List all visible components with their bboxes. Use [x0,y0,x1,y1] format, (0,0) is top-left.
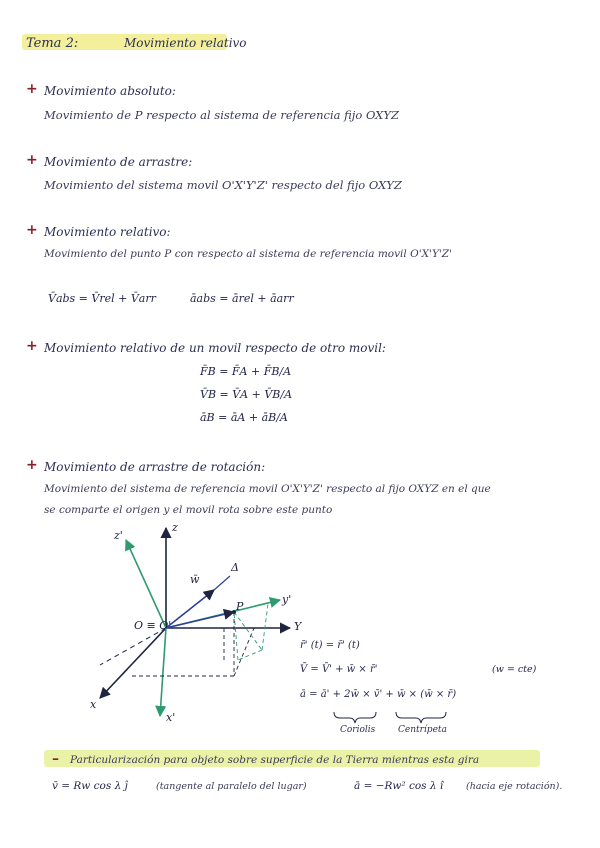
text-relativo: Movimiento del punto P con respecto al sistema de referencia movil O'X'Y'Z' [44,248,452,260]
heading-relativo-movil: Movimiento relativo de un movil respecto de otro movil: [44,341,386,355]
heading-arrastre-rotacion: Movimiento de arrastre de rotación: [44,460,266,474]
label-y-prime: y' [282,593,292,606]
text-absoluto: Movimiento de P respecto al sistema de referencia fijo OXYZ [44,108,399,122]
particular-velocity: v̄ = Rw cos λ ĵ [52,780,128,792]
label-y: Y [294,620,302,633]
title-topic: Movimiento relativo [124,36,247,50]
particular-text: Particularización para objeto sobre superficie de la Tierra mientras esta gira [70,754,480,766]
text-rotacion-1: Movimiento del sistema de referencia movil O'X'Y'Z' respecto al fijo OXYZ en el que [44,483,491,495]
label-p: P [236,600,244,613]
heading-absoluto: Movimiento absoluto: [44,84,176,98]
particular-velocity-note: (tangente al paralelo del lugar) [156,781,307,792]
formula-r: r̄' (t) = r̄' (t) [300,640,360,651]
title-label: Tema 2: [26,36,79,51]
text-rotacion-2: se comparte el origen y el movil rota sobre este punto [44,504,333,516]
heading-arrastre: Movimiento de arrastre: [44,155,193,169]
z-prime-axis [126,540,166,628]
heading-relativo: Movimiento relativo: [44,225,171,239]
rotation-axis-dashed [100,628,166,665]
bullet-5: + [26,457,38,473]
brace-centripeta [396,712,446,723]
label-z-prime: z' [114,529,123,542]
eq-a-abs: āabs = ārel + āarr [190,292,294,305]
bullet-2: + [26,152,38,168]
x-axis [100,628,166,698]
omega-constant-note: (w = cte) [492,664,537,675]
eq-v-abs: V̄abs = V̄rel + V̄arr [48,292,156,305]
particular-acceleration: ā = −Rw² cos λ î [354,780,444,792]
formula-v: V̄ = V̄' + w̄ × r̄' [300,664,378,675]
x-prime-axis [160,628,166,716]
eq-rel-1: F̄B = F̄A + F̄B/A [200,365,292,378]
eq-rel-2: V̄B = V̄A + V̄B/A [200,388,293,401]
label-x: x [90,698,97,711]
label-z: z [172,521,178,534]
label-delta: Δ [231,561,239,574]
particular-acceleration-note: (hacia eje rotación). [466,781,563,792]
label-origin: O ≡ O' [134,619,172,632]
bullet-3: + [26,222,38,238]
label-omega: w̄ [190,573,200,586]
particular-dash: – [52,751,59,767]
label-centripeta: Centrípeta [398,725,447,735]
brace-coriolis [334,712,376,723]
bullet-1: + [26,81,38,97]
label-coriolis: Coriolis [340,725,376,735]
bullet-4: + [26,338,38,354]
label-x-prime: x' [166,711,176,724]
text-arrastre: Movimiento del sistema movil O'X'Y'Z' respecto del fijo OXYZ [44,178,402,192]
delta-line [214,576,230,590]
eq-rel-3: āB = āA + āB/A [200,411,288,424]
formula-a: ā = ā' + 2w̄ × v̄' + w̄ × (w̄ × r̄) [300,689,457,700]
